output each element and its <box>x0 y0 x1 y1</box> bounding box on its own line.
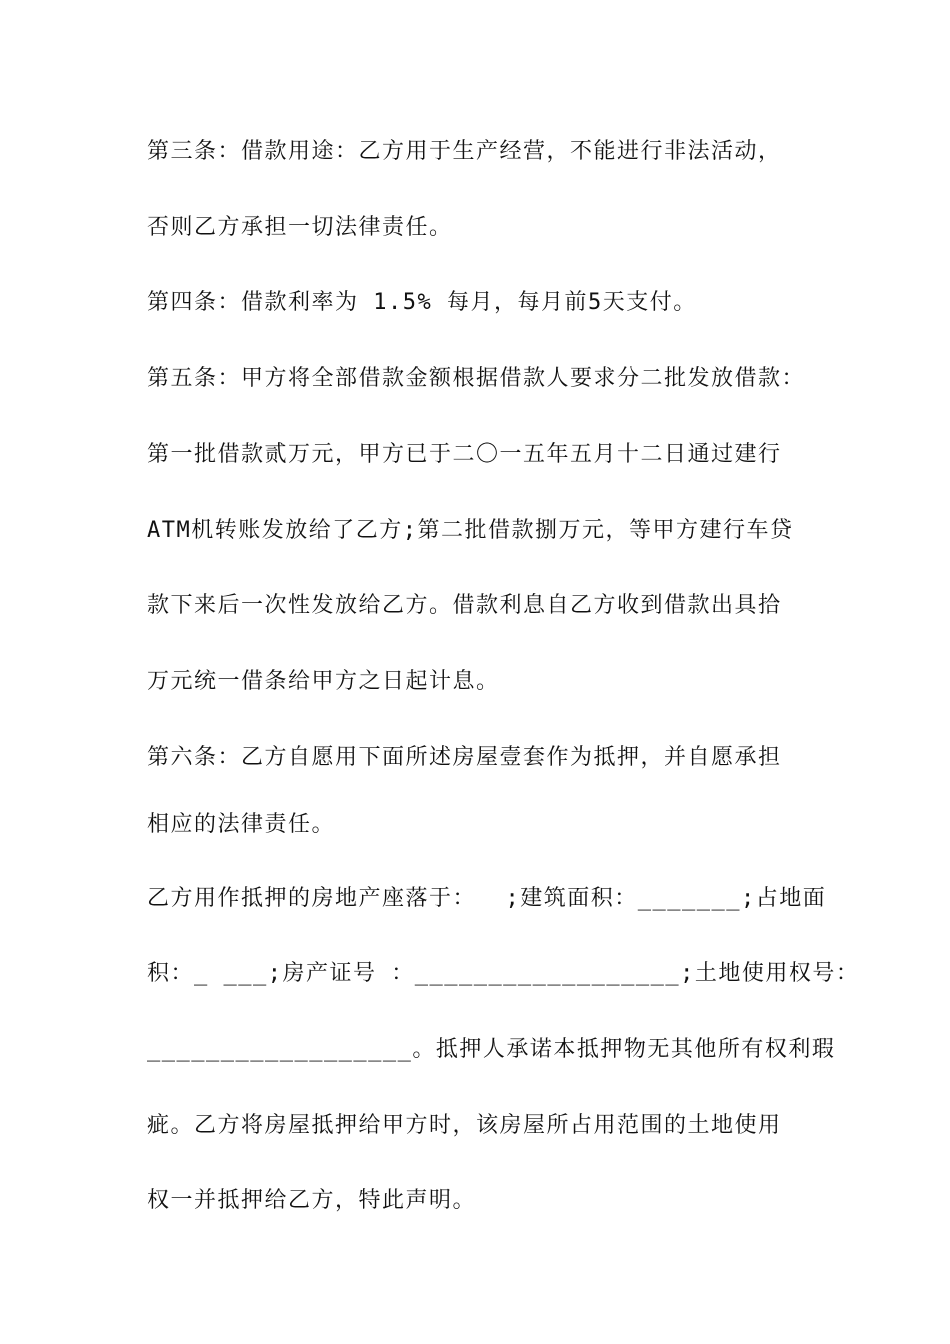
text-line: 积：_ ___;房产证号 ：__________________;土地使用权号： <box>147 961 860 986</box>
text-line: 权一并抵押给乙方，特此声明。 <box>147 1188 477 1213</box>
text-line: 第三条：借款用途：乙方用于生产经营，不能进行非法活动， <box>147 139 782 164</box>
text-line: 否则乙方承担一切法律责任。 <box>147 215 453 240</box>
text-line: 款下来后一次性发放给乙方。借款利息自乙方收到借款出具拾 <box>147 593 782 618</box>
text-line: 相应的法律责任。 <box>147 812 336 837</box>
text-line: 第四条：借款利率为 1.5% 每月，每月前5天支付。 <box>147 290 697 315</box>
text-line: 第六条：乙方自愿用下面所述房屋壹套作为抵押，并自愿承担 <box>147 745 782 770</box>
text-line: 万元统一借条给甲方之日起计息。 <box>147 669 500 694</box>
text-line: 乙方用作抵押的房地产座落于： ;建筑面积：_______;占地面 <box>147 886 827 911</box>
text-line: 第一批借款贰万元，甲方已于二〇一五年五月十二日通过建行 <box>147 442 782 467</box>
text-line: 疵。乙方将房屋抵押给甲方时，该房屋所占用范围的土地使用 <box>147 1113 782 1138</box>
text-line: ATM机转账发放给了乙方;第二批借款捌万元，等甲方建行车贷 <box>147 518 794 543</box>
text-line: 第五条：甲方将全部借款金额根据借款人要求分二批发放借款： <box>147 366 806 391</box>
text-line: __________________。抵押人承诺本抵押物无其他所有权利瑕 <box>147 1037 836 1062</box>
